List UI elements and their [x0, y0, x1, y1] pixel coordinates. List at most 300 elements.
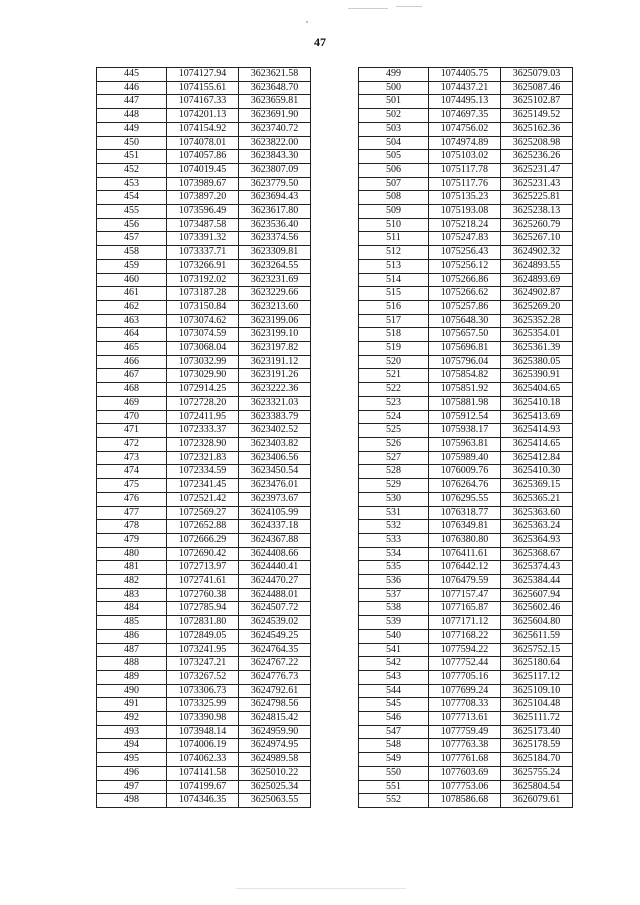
- point-number-cell: 531: [359, 506, 429, 520]
- point-number-cell: 507: [359, 177, 429, 191]
- y-coordinate-cell: 3623691.90: [239, 109, 311, 123]
- point-number-cell: 552: [359, 794, 429, 808]
- table-row: [97, 424, 311, 438]
- y-coordinate-cell: 3623383.79: [239, 410, 311, 424]
- y-coordinate-cell: 3625087.46: [501, 81, 573, 95]
- table-row: [359, 273, 573, 287]
- y-coordinate-cell: 3625184.70: [501, 753, 573, 767]
- table-row: [97, 396, 311, 410]
- table-row: [97, 766, 311, 780]
- table-row: [97, 602, 311, 616]
- y-coordinate-cell: 3624974.95: [239, 739, 311, 753]
- y-coordinate-cell: 3623659.81: [239, 95, 311, 109]
- y-coordinate-cell: 3625369.15: [501, 479, 573, 493]
- y-coordinate-cell: 3625231.43: [501, 177, 573, 191]
- y-coordinate-cell: 3625025.34: [239, 780, 311, 794]
- y-coordinate-cell: 3625410.30: [501, 465, 573, 479]
- table-row: [359, 218, 573, 232]
- table-row: [359, 575, 573, 589]
- point-number-cell: 523: [359, 396, 429, 410]
- table-row: [359, 657, 573, 671]
- point-number-cell: 543: [359, 670, 429, 684]
- table-row: [97, 479, 311, 493]
- y-coordinate-cell: 3623617.80: [239, 205, 311, 219]
- point-number-cell: 498: [97, 794, 167, 808]
- point-number-cell: 550: [359, 766, 429, 780]
- table-row: [97, 259, 311, 273]
- y-coordinate-cell: 3623694.43: [239, 191, 311, 205]
- x-coordinate-cell: 1077752.44: [429, 657, 501, 671]
- y-coordinate-cell: 3625602.46: [501, 602, 573, 616]
- point-number-cell: 536: [359, 575, 429, 589]
- table-row: [97, 177, 311, 191]
- table-row: [97, 246, 311, 260]
- y-coordinate-cell: 3625109.10: [501, 684, 573, 698]
- table-row: [359, 451, 573, 465]
- y-coordinate-cell: 3625404.65: [501, 383, 573, 397]
- y-coordinate-cell: 3624815.42: [239, 712, 311, 726]
- table-row: [359, 191, 573, 205]
- x-coordinate-cell: 1075135.23: [429, 191, 501, 205]
- point-number-cell: 505: [359, 150, 429, 164]
- x-coordinate-cell: 1072690.42: [167, 547, 239, 561]
- y-coordinate-cell: 3625079.03: [501, 68, 573, 82]
- y-coordinate-cell: 3624408.66: [239, 547, 311, 561]
- y-coordinate-cell: 3623822.00: [239, 136, 311, 150]
- table-row: [359, 588, 573, 602]
- y-coordinate-cell: 3623199.06: [239, 314, 311, 328]
- y-coordinate-cell: 3624105.99: [239, 506, 311, 520]
- x-coordinate-cell: 1074155.61: [167, 81, 239, 95]
- point-number-cell: 522: [359, 383, 429, 397]
- x-coordinate-cell: 1075266.86: [429, 273, 501, 287]
- x-coordinate-cell: 1072321.83: [167, 451, 239, 465]
- y-coordinate-cell: 3625755.24: [501, 766, 573, 780]
- y-coordinate-cell: 3625111.72: [501, 712, 573, 726]
- y-coordinate-cell: 3625178.59: [501, 739, 573, 753]
- x-coordinate-cell: 1072334.59: [167, 465, 239, 479]
- point-number-cell: 501: [359, 95, 429, 109]
- point-number-cell: 520: [359, 355, 429, 369]
- y-coordinate-cell: 3625352.28: [501, 314, 573, 328]
- point-number-cell: 473: [97, 451, 167, 465]
- table-row: [97, 725, 311, 739]
- x-coordinate-cell: 1075256.12: [429, 259, 501, 273]
- point-number-cell: 506: [359, 163, 429, 177]
- point-number-cell: 528: [359, 465, 429, 479]
- point-number-cell: 534: [359, 547, 429, 561]
- x-coordinate-cell: 1073306.73: [167, 684, 239, 698]
- x-coordinate-cell: 1073241.95: [167, 643, 239, 657]
- table-row: [359, 766, 573, 780]
- y-coordinate-cell: 3624507.72: [239, 602, 311, 616]
- y-coordinate-cell: 3623309.81: [239, 246, 311, 260]
- table-row: [97, 410, 311, 424]
- y-coordinate-cell: 3625238.13: [501, 205, 573, 219]
- point-number-cell: 544: [359, 684, 429, 698]
- point-number-cell: 551: [359, 780, 429, 794]
- x-coordinate-cell: 1077168.22: [429, 629, 501, 643]
- x-coordinate-cell: 1073029.90: [167, 369, 239, 383]
- point-number-cell: 445: [97, 68, 167, 82]
- table-row: [97, 616, 311, 630]
- x-coordinate-cell: 1072728.20: [167, 396, 239, 410]
- table-row: [97, 684, 311, 698]
- point-number-cell: 474: [97, 465, 167, 479]
- x-coordinate-cell: 1075854.82: [429, 369, 501, 383]
- point-number-cell: 518: [359, 328, 429, 342]
- point-number-cell: 504: [359, 136, 429, 150]
- x-coordinate-cell: 1072411.95: [167, 410, 239, 424]
- point-number-cell: 510: [359, 218, 429, 232]
- y-coordinate-cell: 3625236.26: [501, 150, 573, 164]
- table-row: [97, 629, 311, 643]
- table-row: [359, 136, 573, 150]
- y-coordinate-cell: 3625414.93: [501, 424, 573, 438]
- table-row: [97, 328, 311, 342]
- point-number-cell: 482: [97, 575, 167, 589]
- table-row: [359, 520, 573, 534]
- point-number-cell: 529: [359, 479, 429, 493]
- table-row: [97, 68, 311, 82]
- table-row: [359, 369, 573, 383]
- y-coordinate-cell: 3624470.27: [239, 575, 311, 589]
- y-coordinate-cell: 3625607.94: [501, 588, 573, 602]
- y-coordinate-cell: 3623476.01: [239, 479, 311, 493]
- y-coordinate-cell: 3624893.69: [501, 273, 573, 287]
- table-row: [359, 396, 573, 410]
- y-coordinate-cell: 3623807.09: [239, 163, 311, 177]
- y-coordinate-cell: 3625208.98: [501, 136, 573, 150]
- x-coordinate-cell: 1073897.20: [167, 191, 239, 205]
- x-coordinate-cell: 1075696.81: [429, 342, 501, 356]
- point-number-cell: 541: [359, 643, 429, 657]
- x-coordinate-cell: 1072849.05: [167, 629, 239, 643]
- x-coordinate-cell: 1072914.25: [167, 383, 239, 397]
- table-row: [97, 95, 311, 109]
- point-number-cell: 460: [97, 273, 167, 287]
- point-number-cell: 493: [97, 725, 167, 739]
- y-coordinate-cell: 3625267.10: [501, 232, 573, 246]
- point-number-cell: 538: [359, 602, 429, 616]
- x-coordinate-cell: 1072760.38: [167, 588, 239, 602]
- point-number-cell: 540: [359, 629, 429, 643]
- y-coordinate-cell: 3623648.70: [239, 81, 311, 95]
- table-row: [359, 122, 573, 136]
- x-coordinate-cell: 1074141.58: [167, 766, 239, 780]
- table-row: [359, 506, 573, 520]
- point-number-cell: 468: [97, 383, 167, 397]
- y-coordinate-cell: 3623450.54: [239, 465, 311, 479]
- coordinates-table-right: [358, 67, 573, 808]
- table-row: [97, 506, 311, 520]
- x-coordinate-cell: 1073325.99: [167, 698, 239, 712]
- table-row: [97, 575, 311, 589]
- y-coordinate-cell: 3625363.60: [501, 506, 573, 520]
- x-coordinate-cell: 1073247.21: [167, 657, 239, 671]
- scan-artifact-top-2: [396, 6, 422, 7]
- y-coordinate-cell: 3624367.88: [239, 533, 311, 547]
- y-coordinate-cell: 3625162.36: [501, 122, 573, 136]
- x-coordinate-cell: 1073989.67: [167, 177, 239, 191]
- x-coordinate-cell: 1076380.80: [429, 533, 501, 547]
- table-row: [359, 739, 573, 753]
- x-coordinate-cell: 1077708.33: [429, 698, 501, 712]
- point-number-cell: 545: [359, 698, 429, 712]
- table-row: [359, 150, 573, 164]
- x-coordinate-cell: 1077594.22: [429, 643, 501, 657]
- x-coordinate-cell: 1074405.75: [429, 68, 501, 82]
- x-coordinate-cell: 1075881.98: [429, 396, 501, 410]
- point-number-cell: 470: [97, 410, 167, 424]
- point-number-cell: 542: [359, 657, 429, 671]
- x-coordinate-cell: 1072785.94: [167, 602, 239, 616]
- table-row: [97, 150, 311, 164]
- table-row: [359, 698, 573, 712]
- x-coordinate-cell: 1073487.58: [167, 218, 239, 232]
- x-coordinate-cell: 1072341.45: [167, 479, 239, 493]
- table-row: [97, 670, 311, 684]
- point-number-cell: 463: [97, 314, 167, 328]
- table-row: [359, 684, 573, 698]
- point-number-cell: 499: [359, 68, 429, 82]
- point-number-cell: 515: [359, 287, 429, 301]
- table-row: [359, 232, 573, 246]
- x-coordinate-cell: 1074756.02: [429, 122, 501, 136]
- point-number-cell: 496: [97, 766, 167, 780]
- x-coordinate-cell: 1076264.76: [429, 479, 501, 493]
- y-coordinate-cell: 3624776.73: [239, 670, 311, 684]
- table-row: [359, 479, 573, 493]
- scan-artifact-top: [348, 8, 388, 9]
- table-row: [359, 725, 573, 739]
- table-row: [359, 670, 573, 684]
- x-coordinate-cell: 1074057.86: [167, 150, 239, 164]
- point-number-cell: 513: [359, 259, 429, 273]
- point-number-cell: 471: [97, 424, 167, 438]
- x-coordinate-cell: 1074974.89: [429, 136, 501, 150]
- x-coordinate-cell: 1075938.17: [429, 424, 501, 438]
- x-coordinate-cell: 1074167.33: [167, 95, 239, 109]
- y-coordinate-cell: 3623621.58: [239, 68, 311, 82]
- x-coordinate-cell: 1074697.35: [429, 109, 501, 123]
- y-coordinate-cell: 3625390.91: [501, 369, 573, 383]
- table-row: [97, 588, 311, 602]
- point-number-cell: 535: [359, 561, 429, 575]
- point-number-cell: 497: [97, 780, 167, 794]
- y-coordinate-cell: 3625117.12: [501, 670, 573, 684]
- y-coordinate-cell: 3625368.67: [501, 547, 573, 561]
- x-coordinate-cell: 1077171.12: [429, 616, 501, 630]
- x-coordinate-cell: 1077603.69: [429, 766, 501, 780]
- y-coordinate-cell: 3625413.69: [501, 410, 573, 424]
- point-number-cell: 495: [97, 753, 167, 767]
- y-coordinate-cell: 3624764.35: [239, 643, 311, 657]
- table-row: [97, 369, 311, 383]
- x-coordinate-cell: 1075912.54: [429, 410, 501, 424]
- x-coordinate-cell: 1077761.68: [429, 753, 501, 767]
- scan-artifact-bottom: [236, 888, 406, 889]
- point-number-cell: 462: [97, 300, 167, 314]
- point-number-cell: 475: [97, 479, 167, 493]
- table-row: [359, 246, 573, 260]
- x-coordinate-cell: 1073337.71: [167, 246, 239, 260]
- point-number-cell: 517: [359, 314, 429, 328]
- y-coordinate-cell: 3625410.18: [501, 396, 573, 410]
- x-coordinate-cell: 1077699.24: [429, 684, 501, 698]
- point-number-cell: 479: [97, 533, 167, 547]
- y-coordinate-cell: 3625412.84: [501, 451, 573, 465]
- x-coordinate-cell: 1073074.59: [167, 328, 239, 342]
- point-number-cell: 451: [97, 150, 167, 164]
- table-row: [359, 383, 573, 397]
- y-coordinate-cell: 3625354.01: [501, 328, 573, 342]
- table-row: [359, 328, 573, 342]
- x-coordinate-cell: 1076009.76: [429, 465, 501, 479]
- y-coordinate-cell: 3625380.05: [501, 355, 573, 369]
- y-coordinate-cell: 3624902.87: [501, 287, 573, 301]
- point-number-cell: 481: [97, 561, 167, 575]
- table-row: [359, 95, 573, 109]
- x-coordinate-cell: 1075657.50: [429, 328, 501, 342]
- point-number-cell: 456: [97, 218, 167, 232]
- y-coordinate-cell: 3625384.44: [501, 575, 573, 589]
- x-coordinate-cell: 1074346.35: [167, 794, 239, 808]
- table-row: [97, 451, 311, 465]
- point-number-cell: 546: [359, 712, 429, 726]
- y-coordinate-cell: 3623740.72: [239, 122, 311, 136]
- y-coordinate-cell: 3625010.22: [239, 766, 311, 780]
- table-row: [97, 520, 311, 534]
- table-row: [359, 465, 573, 479]
- table-row: [359, 437, 573, 451]
- table-row: [359, 68, 573, 82]
- y-coordinate-cell: 3623406.56: [239, 451, 311, 465]
- point-number-cell: 472: [97, 437, 167, 451]
- y-coordinate-cell: 3625180.64: [501, 657, 573, 671]
- x-coordinate-cell: 1078586.68: [429, 794, 501, 808]
- table-row: [359, 259, 573, 273]
- x-coordinate-cell: 1075796.04: [429, 355, 501, 369]
- point-number-cell: 527: [359, 451, 429, 465]
- y-coordinate-cell: 3623536.40: [239, 218, 311, 232]
- table-row: [97, 232, 311, 246]
- y-coordinate-cell: 3624792.61: [239, 684, 311, 698]
- point-number-cell: 512: [359, 246, 429, 260]
- y-coordinate-cell: 3624893.55: [501, 259, 573, 273]
- table-row: [97, 657, 311, 671]
- x-coordinate-cell: 1074201.13: [167, 109, 239, 123]
- x-coordinate-cell: 1073267.52: [167, 670, 239, 684]
- point-number-cell: 447: [97, 95, 167, 109]
- point-number-cell: 477: [97, 506, 167, 520]
- point-number-cell: 533: [359, 533, 429, 547]
- table-row: [97, 109, 311, 123]
- point-number-cell: 455: [97, 205, 167, 219]
- x-coordinate-cell: 1074495.13: [429, 95, 501, 109]
- y-coordinate-cell: 3624959.90: [239, 725, 311, 739]
- x-coordinate-cell: 1075117.76: [429, 177, 501, 191]
- y-coordinate-cell: 3623197.82: [239, 342, 311, 356]
- table-row: [97, 794, 311, 808]
- point-number-cell: 459: [97, 259, 167, 273]
- y-coordinate-cell: 3625149.52: [501, 109, 573, 123]
- x-coordinate-cell: 1077759.49: [429, 725, 501, 739]
- point-number-cell: 537: [359, 588, 429, 602]
- x-coordinate-cell: 1075193.08: [429, 205, 501, 219]
- point-number-cell: 457: [97, 232, 167, 246]
- point-number-cell: 516: [359, 300, 429, 314]
- point-number-cell: 476: [97, 492, 167, 506]
- point-number-cell: 466: [97, 355, 167, 369]
- coordinates-table-left: [96, 67, 311, 808]
- point-number-cell: 525: [359, 424, 429, 438]
- x-coordinate-cell: 1073948.14: [167, 725, 239, 739]
- table-row: [359, 794, 573, 808]
- table-row: [359, 780, 573, 794]
- y-coordinate-cell: 3624798.56: [239, 698, 311, 712]
- point-number-cell: 492: [97, 712, 167, 726]
- point-number-cell: 461: [97, 287, 167, 301]
- y-coordinate-cell: 3625104.48: [501, 698, 573, 712]
- point-number-cell: 480: [97, 547, 167, 561]
- y-coordinate-cell: 3624440.41: [239, 561, 311, 575]
- x-coordinate-cell: 1072741.61: [167, 575, 239, 589]
- table-row: [359, 602, 573, 616]
- point-number-cell: 503: [359, 122, 429, 136]
- y-coordinate-cell: 3625102.87: [501, 95, 573, 109]
- table-row: [97, 287, 311, 301]
- table-row: [359, 109, 573, 123]
- x-coordinate-cell: 1075266.62: [429, 287, 501, 301]
- x-coordinate-cell: 1074154.92: [167, 122, 239, 136]
- table-row: [97, 437, 311, 451]
- table-row: [359, 410, 573, 424]
- x-coordinate-cell: 1073150.84: [167, 300, 239, 314]
- point-number-cell: 487: [97, 643, 167, 657]
- x-coordinate-cell: 1073074.62: [167, 314, 239, 328]
- y-coordinate-cell: 3624989.58: [239, 753, 311, 767]
- table-row: [97, 163, 311, 177]
- y-coordinate-cell: 3625364.93: [501, 533, 573, 547]
- x-coordinate-cell: 1072652.88: [167, 520, 239, 534]
- y-coordinate-cell: 3623374.56: [239, 232, 311, 246]
- y-coordinate-cell: 3623843.30: [239, 150, 311, 164]
- table-row: [359, 753, 573, 767]
- point-number-cell: 502: [359, 109, 429, 123]
- y-coordinate-cell: 3623191.26: [239, 369, 311, 383]
- point-number-cell: 494: [97, 739, 167, 753]
- x-coordinate-cell: 1077705.16: [429, 670, 501, 684]
- point-number-cell: 508: [359, 191, 429, 205]
- table-row: [359, 547, 573, 561]
- x-coordinate-cell: 1072666.29: [167, 533, 239, 547]
- point-number-cell: 478: [97, 520, 167, 534]
- table-row: [97, 739, 311, 753]
- y-coordinate-cell: 3623231.69: [239, 273, 311, 287]
- x-coordinate-cell: 1077713.61: [429, 712, 501, 726]
- point-number-cell: 452: [97, 163, 167, 177]
- x-coordinate-cell: 1072333.37: [167, 424, 239, 438]
- x-coordinate-cell: 1074062.33: [167, 753, 239, 767]
- y-coordinate-cell: 3623222.36: [239, 383, 311, 397]
- y-coordinate-cell: 3623229.66: [239, 287, 311, 301]
- point-number-cell: 484: [97, 602, 167, 616]
- table-row: [359, 643, 573, 657]
- point-number-cell: 453: [97, 177, 167, 191]
- x-coordinate-cell: 1077165.87: [429, 602, 501, 616]
- y-coordinate-cell: 3625231.47: [501, 163, 573, 177]
